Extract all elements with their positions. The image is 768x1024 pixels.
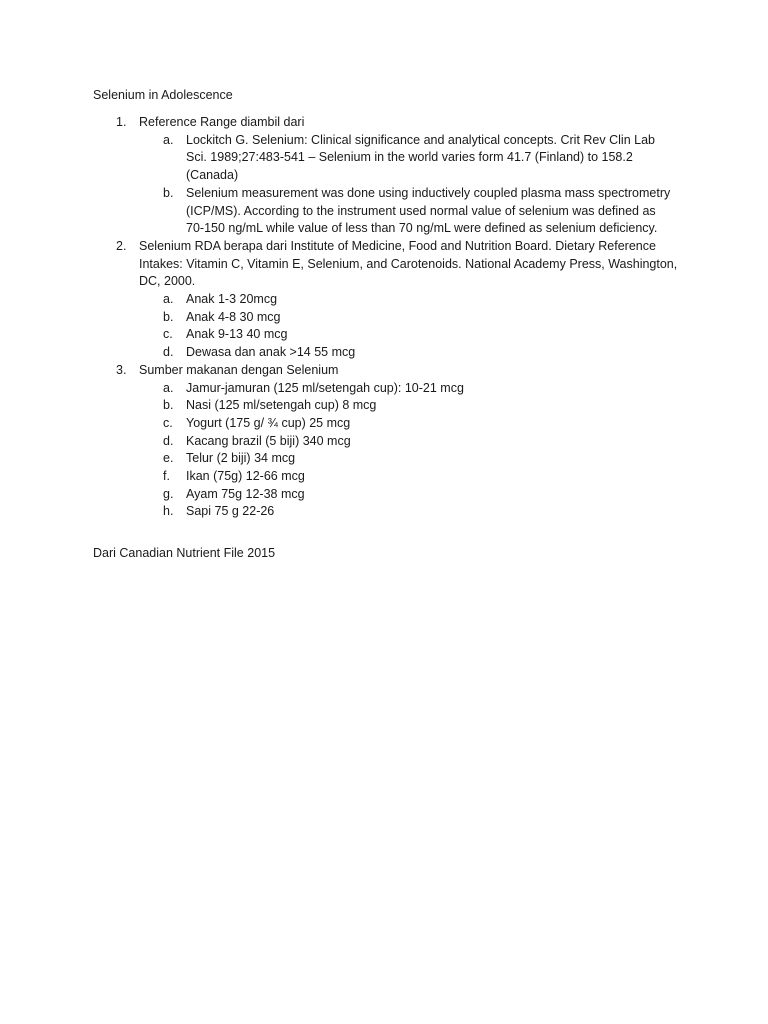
sub-list-letter: f. (163, 469, 170, 484)
sub-list-letter: g. (163, 486, 174, 501)
list-item-food-sources (93, 362, 693, 521)
sub-list-item (139, 486, 676, 504)
sub-list-letter: e. (163, 451, 174, 466)
sub-list-text: Sapi 75 g 22-26 (186, 504, 275, 519)
list-item-reference-range (93, 114, 693, 238)
sub-list-item (139, 291, 676, 309)
sub-list-item (139, 468, 676, 486)
sub-list-item (139, 344, 676, 362)
sub-list-letter: d. (163, 345, 174, 360)
sub-list-item (139, 450, 676, 468)
list-number: 3. (116, 362, 127, 377)
sub-list-letter: h. (163, 504, 174, 519)
sub-list-text: Nasi (125 ml/setengah cup) 8 mcg (186, 398, 377, 413)
sub-list-text: Selenium measurement was done using inductively coupled plasma mass spectrometry (ICP/MS). According to the instrument used normal value of selenium was defined as 70-150 ng/mL while value of less than 70 ng/mL were defined as selenium deficiency. (186, 185, 671, 236)
sub-list-text: Lockitch G. Selenium: Clinical significance and analytical concepts. Crit Rev Clin Lab Sci. 1989;27:483-541 – Selenium in the world varies form 41.7 (Finland) to 158.2 (Canada) (186, 132, 655, 183)
sub-list (139, 132, 693, 238)
list-item-selenium-rda (93, 238, 693, 362)
sub-list-item (139, 309, 676, 327)
sub-list-letter: b. (163, 309, 174, 324)
sub-list-letter: b. (163, 185, 174, 200)
sub-list-text: Kacang brazil (5 biji) 340 mcg (186, 433, 351, 448)
sub-list-item (139, 503, 676, 521)
sub-list-item (139, 415, 676, 433)
sub-list-letter: b. (163, 398, 174, 413)
list-item-text: Selenium RDA berapa dari Institute of Medicine, Food and Nutrition Board. Dietary Reference Intakes: Vitamin C, Vitamin E, Selenium, and Carotenoids. National Academy Press, Washington, DC, 2000. (139, 238, 678, 289)
sub-list-text: Anak 4-8 30 mcg (186, 309, 281, 324)
sub-list-letter: c. (163, 415, 173, 430)
sub-list-letter: a. (163, 132, 174, 147)
sub-list-letter: a. (163, 292, 174, 307)
sub-list-text: Jamur-jamuran (125 ml/setengah cup): 10-21 mcg (186, 380, 464, 395)
sub-list-text: Dewasa dan anak >14 55 mcg (186, 345, 356, 360)
sub-list-text: Yogurt (175 g/ ¾ cup) 25 mcg (186, 415, 351, 430)
sub-list (139, 380, 693, 522)
list-item-text: Reference Range diambil dari (139, 115, 305, 129)
sub-list-item (139, 185, 676, 238)
sub-list-item (139, 433, 676, 451)
sub-list-item (139, 132, 676, 185)
sub-list-text: Ayam 75g 12-38 mcg (186, 486, 305, 501)
list-number: 2. (116, 238, 127, 253)
sub-list (139, 291, 693, 362)
sub-list-text: Telur (2 biji) 34 mcg (186, 451, 296, 466)
sub-list-item (139, 397, 676, 415)
list-item-text: Sumber makanan dengan Selenium (139, 362, 339, 377)
sub-list-item (139, 380, 676, 398)
list-number: 1. (116, 115, 127, 129)
sub-list-text: Anak 1-3 20mcg (186, 292, 278, 307)
sub-list-letter: d. (163, 433, 174, 448)
main-list (93, 114, 693, 521)
sub-list-text: Anak 9-13 40 mcg (186, 327, 288, 342)
sub-list-letter: a. (163, 380, 174, 395)
sub-list-letter: c. (163, 327, 173, 342)
source-note: Dari Canadian Nutrient File 2015 (93, 546, 276, 560)
sub-list-item (139, 326, 676, 344)
sub-list-text: Ikan (75g) 12-66 mcg (186, 469, 305, 484)
document-title: Selenium in Adolescence (93, 88, 233, 102)
